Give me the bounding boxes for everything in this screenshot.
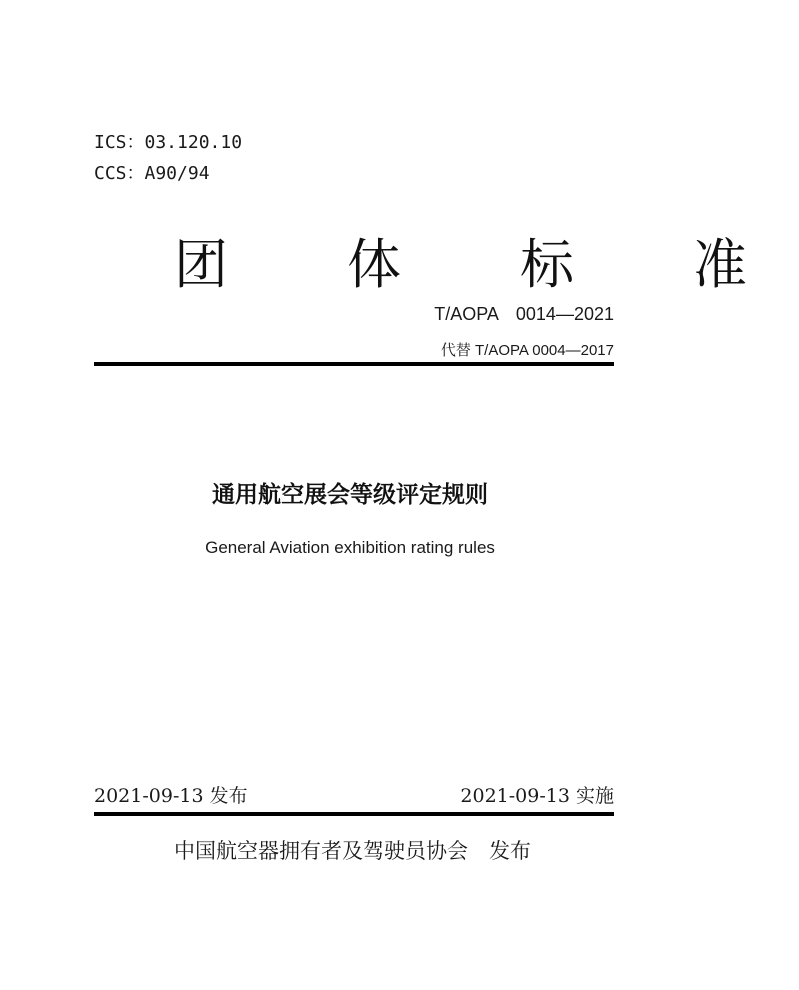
- standard-category-title: 团 体 标 准: [174, 235, 799, 295]
- ccs-code: CCS：A90/94: [94, 163, 210, 184]
- replaces-standard: 代替 T/AOPA 0004—2017: [440, 342, 614, 359]
- implementation-date: 2021-09-13 实施: [460, 785, 614, 807]
- publisher: 中国航空器拥有者及驾驶员协会 发布: [174, 839, 531, 863]
- standard-title-english: General Aviation exhibition rating rules: [205, 538, 495, 557]
- bottom-divider: [94, 812, 614, 816]
- standard-title-chinese: 通用航空展会等级评定规则: [212, 481, 488, 508]
- top-divider: [94, 362, 614, 366]
- ics-code: ICS：03.120.10: [94, 132, 243, 153]
- standard-number: T/AOPA 0014—2021: [434, 304, 614, 324]
- issue-date: 2021-09-13 发布: [94, 785, 248, 807]
